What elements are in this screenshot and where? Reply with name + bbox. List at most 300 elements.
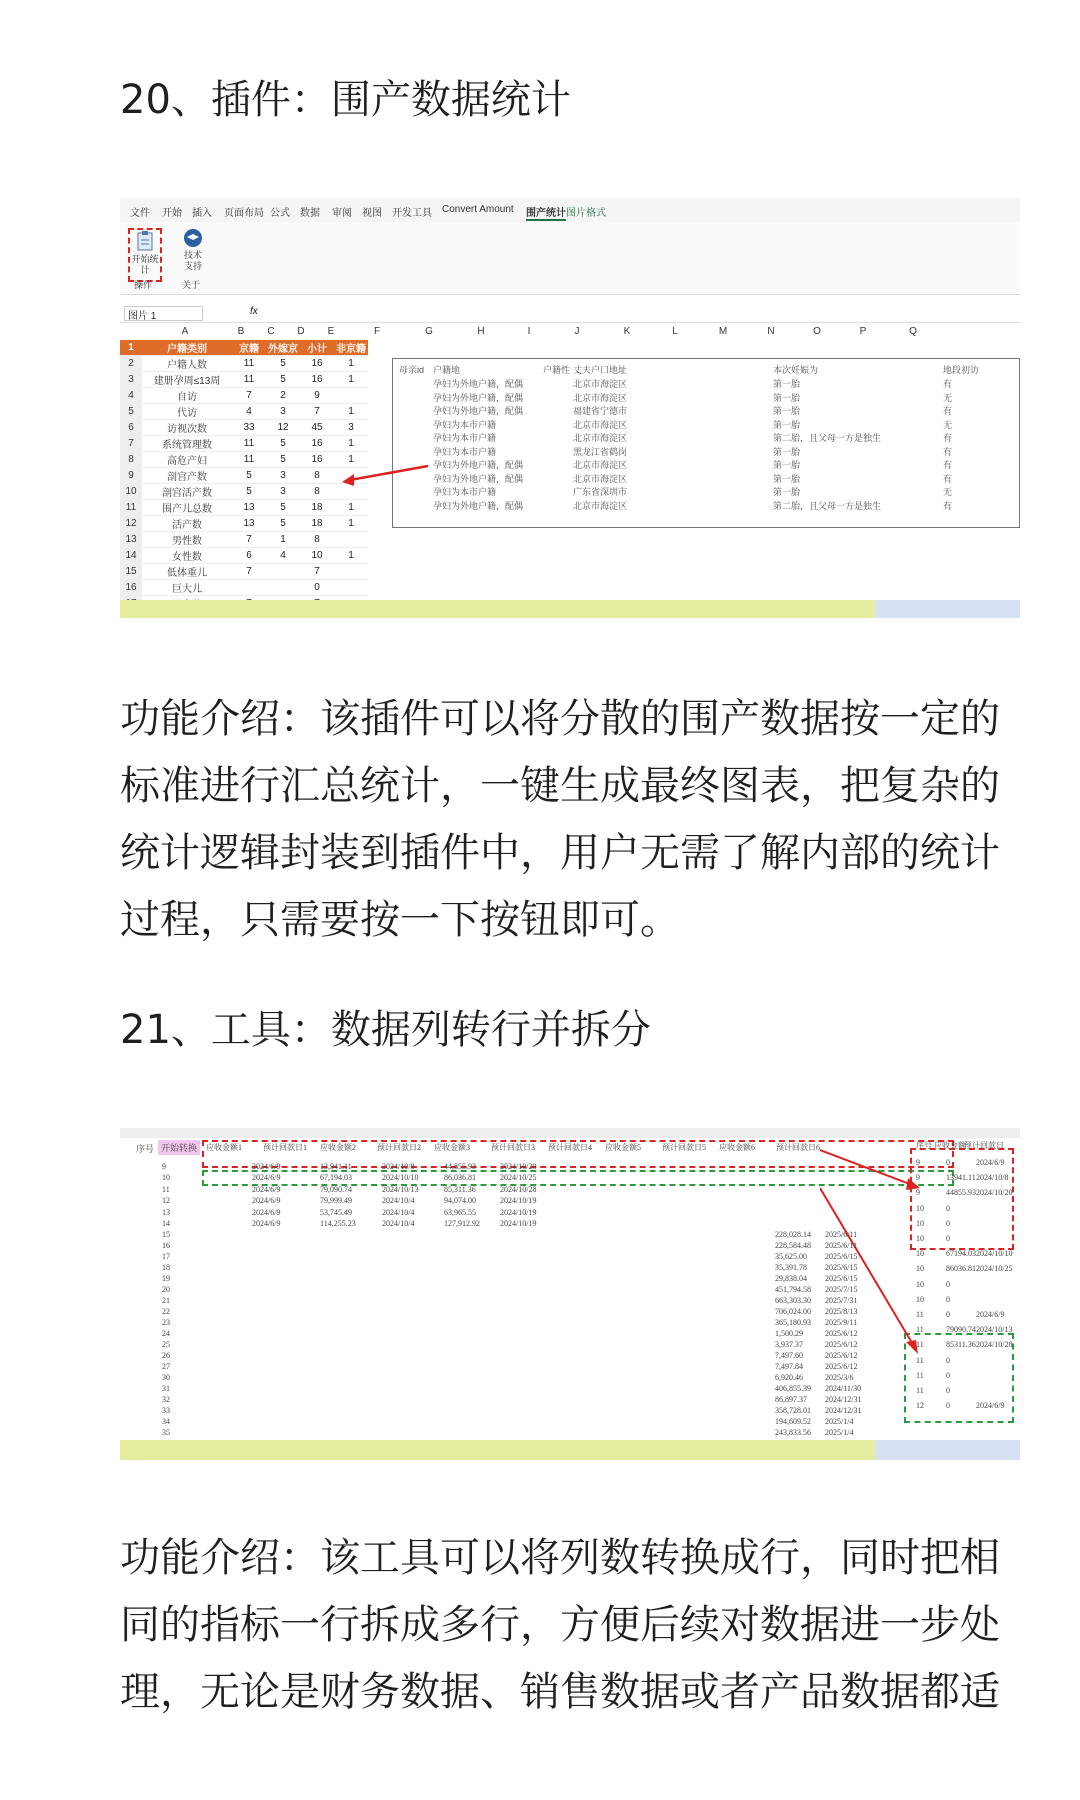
table-cell[interactable]: 79,999.49 [320,1196,352,1206]
table-cell[interactable]: 7 [232,388,266,404]
table-row [120,388,368,404]
result-cell[interactable]: 10 [916,1249,924,1259]
column-header[interactable]: K [623,326,631,337]
table-cell[interactable]: 巨大儿 [142,580,232,596]
seq-cell[interactable]: 17 [162,1252,170,1261]
column-header[interactable]: I [527,326,531,337]
seq-cell[interactable]: 21 [162,1296,170,1305]
table-cell[interactable]: 5 [266,372,300,388]
table-cell[interactable]: 13,941.11 [320,1162,352,1171]
result-cell[interactable]: 0 [946,1386,950,1395]
table-cell[interactable]: 6 [232,548,266,564]
date-cell[interactable]: 2024/12/31 [825,1406,862,1415]
table-row [120,1428,1020,1439]
amount-cell[interactable]: 35,625.00 [775,1252,807,1261]
column-header[interactable]: D [297,326,305,337]
result-cell[interactable]: 11 [916,1370,924,1380]
result-cell[interactable]: 11 [916,1325,924,1335]
amount-cell[interactable]: 663,303.30 [775,1296,811,1305]
result-cell[interactable]: 10 [916,1218,924,1228]
amount-cell[interactable]: 7,497.84 [775,1362,803,1371]
table-cell[interactable]: 2024/10/20 [500,1162,537,1171]
table-cell[interactable]: 18 [300,500,334,516]
table-cell[interactable]: 围产儿总数 [142,500,232,516]
ribbon-tab[interactable]: 开发工具 [392,208,432,219]
table-cell[interactable]: 12 [162,1196,170,1206]
result-cell[interactable]: 2024/10/13 [976,1325,1013,1335]
table-row [120,532,368,548]
table-cell[interactable]: 小计 [300,340,334,356]
seq-cell[interactable]: 20 [162,1285,170,1294]
amount-cell[interactable]: 406,855.39 [775,1384,811,1393]
table-cell[interactable]: 5 [232,484,266,500]
table-row [120,452,368,468]
result-cell[interactable]: 13941.11 [946,1173,976,1183]
row-number[interactable]: 2 [120,356,142,372]
amount-cell[interactable]: 365,180.93 [775,1318,811,1327]
table-cell[interactable]: 85,311.36 [444,1184,476,1194]
table-cell[interactable]: 11 [232,436,266,452]
column-title: 应收金额3 [434,1143,470,1152]
amount-cell[interactable]: 86,897.37 [775,1395,807,1404]
result-cell[interactable]: 10 [916,1294,924,1304]
seq-cell[interactable]: 26 [162,1351,170,1360]
date-cell[interactable]: 2024/12/31 [825,1395,862,1404]
seq-cell[interactable]: 16 [162,1241,170,1250]
amount-cell[interactable]: 3,937.37 [775,1340,803,1349]
table-cell[interactable]: 外嫁京 [266,340,300,356]
table-cell[interactable]: 9 [162,1162,166,1171]
result-cell[interactable]: 2024/6/9 [976,1310,1005,1319]
table-cell[interactable]: 63,965.55 [444,1207,476,1217]
embed-cell: 北京市海淀区 [573,419,628,430]
result-cell[interactable]: 2024/10/10 [976,1249,1013,1259]
table-cell[interactable]: 11 [232,452,266,468]
table-cell[interactable]: 13 [162,1207,170,1217]
date-cell[interactable]: 2025/9/11 [825,1318,858,1327]
ribbon-tab[interactable]: 图片格式 [566,208,606,219]
result-cell[interactable]: 0 [946,1218,950,1228]
column-header[interactable]: E [327,326,335,337]
result-cell[interactable]: 2024/10/20 [976,1188,1013,1198]
column-header[interactable]: N [767,326,775,337]
seq-cell[interactable]: 19 [162,1274,170,1283]
result-cell[interactable]: 10 [916,1234,924,1243]
row-number[interactable]: 11 [120,500,142,516]
ribbon-tab[interactable]: Convert Amount [442,204,514,215]
table-cell[interactable]: 自访 [142,388,232,404]
table-cell[interactable]: 10 [162,1173,170,1183]
amount-cell[interactable]: 243,833.56 [775,1428,811,1437]
table-cell[interactable]: 2024/10/19 [500,1207,537,1217]
table-cell[interactable]: 低体重儿 [142,564,232,580]
table-cell[interactable]: 1 [334,500,368,516]
table-cell[interactable]: 代访 [142,404,232,420]
table-cell[interactable]: 16 [300,372,334,388]
table-cell[interactable]: 3 [266,404,300,420]
result-cell[interactable]: 2024/10/28 [976,1340,1013,1350]
result-cell[interactable]: 10 [916,1279,924,1289]
table-row [120,548,368,564]
result-cell[interactable]: 11 [916,1310,924,1319]
column-header[interactable]: O [813,326,821,337]
amount-cell[interactable]: 29,838.04 [775,1274,807,1283]
result-cell[interactable]: 2024/6/9 [976,1401,1005,1411]
result-cell[interactable]: 86036.81 [946,1264,976,1274]
table-cell[interactable]: 1 [334,436,368,452]
table-cell[interactable]: 0 [300,580,334,596]
embed-row [393,404,1019,416]
table-cell[interactable]: 16 [300,452,334,468]
table-cell[interactable]: 2024/6/9 [252,1184,281,1194]
table-cell[interactable]: 5 [232,468,266,484]
row-number[interactable]: 7 [120,436,142,452]
table-cell[interactable]: 2024/10/13 [382,1184,419,1194]
table-cell[interactable]: 建册孕周≤13周 [142,372,232,388]
result-row [120,1219,1020,1230]
embed-cell: 有 [943,460,953,470]
row-number[interactable]: 15 [120,564,142,580]
embed-row [393,391,1019,403]
seq-cell[interactable]: 23 [162,1318,170,1327]
result-cell[interactable]: 79090.74 [946,1325,976,1335]
column-title: 应收金额2 [320,1143,356,1152]
start-convert-button[interactable]: 开始转换 [158,1140,200,1155]
table-cell[interactable]: 9 [300,388,334,404]
table-row [120,580,368,596]
table-cell[interactable]: 2024/10/28 [500,1184,537,1194]
amount-cell[interactable]: 194,609.52 [775,1417,811,1426]
result-cell[interactable]: 10 [916,1264,924,1274]
table-cell[interactable]: 3 [266,484,300,500]
row-number[interactable]: 16 [120,580,142,596]
amount-cell[interactable]: 228,028.14 [775,1230,811,1239]
date-cell[interactable]: 2025/6/11 [825,1230,858,1239]
table-cell[interactable]: 18 [300,516,334,532]
table-cell[interactable]: 2024/10/10 [382,1173,419,1183]
table-cell[interactable]: 13 [232,500,266,516]
table-cell[interactable]: 1 [266,532,300,548]
date-cell[interactable]: 2025/6/12 [825,1362,858,1371]
embed-header-cell: 丈夫户口地址 [573,365,628,375]
ribbon-tab[interactable]: 视图 [362,208,382,219]
ribbon-tab[interactable]: 开始 [162,208,182,219]
table-cell[interactable]: 8 [300,484,334,500]
table-cell[interactable]: 2024/6/9 [252,1162,281,1171]
table-cell[interactable]: 5 [266,356,300,372]
result-cell[interactable]: 9 [916,1158,920,1167]
embed-cell: 无 [943,487,953,497]
table-cell[interactable]: 男性数 [142,532,232,548]
column-header[interactable]: P [859,326,867,337]
table-cell[interactable]: 1 [334,404,368,420]
red-arrow-icon [340,458,430,488]
section-20-heading: 20、插件：围产数据统计 [120,77,571,123]
result-cell[interactable]: 0 [946,1294,950,1304]
seq-cell[interactable]: 22 [162,1307,170,1316]
table-cell[interactable]: 5 [266,516,300,532]
amount-cell[interactable]: 228,584.48 [775,1241,811,1250]
table-cell[interactable]: 16 [300,356,334,372]
embed-cell: 有 [943,406,953,416]
result-cell[interactable]: 2024/10/25 [976,1264,1013,1274]
table-cell[interactable]: 2024/6/9 [252,1173,281,1183]
date-cell[interactable]: 2025/7/15 [825,1285,858,1294]
result-cell[interactable]: 0 [946,1370,950,1380]
date-cell[interactable]: 2025/1/4 [825,1428,854,1437]
embed-cell: 有 [943,500,953,511]
row-number[interactable]: 1 [120,340,142,356]
table-cell[interactable]: 3 [266,468,300,484]
table-cell[interactable]: 5 [266,452,300,468]
result-cell[interactable]: 9 [916,1188,920,1198]
table-cell[interactable]: 1 [334,548,368,564]
result-cell[interactable]: 0 [946,1279,950,1289]
amount-cell[interactable]: 7,497.60 [775,1351,803,1360]
ribbon-tab[interactable]: 插入 [192,208,212,219]
table-cell[interactable] [334,580,368,596]
date-cell[interactable]: 2025/3/6 [825,1373,854,1382]
table-cell[interactable] [334,532,368,548]
date-cell[interactable]: 2025/8/13 [825,1307,858,1316]
table-cell[interactable]: 7 [232,564,266,580]
table-cell[interactable]: 活产数 [142,516,232,532]
amount-cell[interactable]: 1,500.29 [775,1329,803,1338]
seq-cell[interactable]: 15 [162,1230,170,1239]
result-cell[interactable]: 0 [946,1355,950,1365]
table-cell[interactable]: 8 [300,532,334,548]
table-cell[interactable]: 3 [334,420,368,436]
result-cell[interactable]: 0 [946,1310,950,1319]
section-20-intro: 功能介绍：该插件可以将分散的围产数据按一定的标准进行汇总统计，一键生成最终图表，把复杂的统计逻辑封装到插件中，用户无需了解内部的统计过程，只需要按一下按钮即可。 [120,696,1000,943]
result-cell[interactable]: 44855.93 [946,1188,976,1198]
table-cell[interactable]: 京籍 [232,340,266,356]
result-cell[interactable]: 11 [916,1386,924,1395]
column-header[interactable]: C [267,326,275,337]
result-cell[interactable]: 11 [916,1340,924,1350]
table-cell[interactable]: 86,036.81 [444,1173,476,1183]
tech-support-button[interactable] [178,228,208,272]
result-cell[interactable]: 2024/6/9 [976,1158,1005,1167]
table-cell[interactable]: 2024/10/8 [382,1162,415,1171]
date-cell[interactable]: 2025/6/12 [825,1329,858,1338]
table-cell[interactable]: 7 [300,404,334,420]
seq-cell[interactable]: 27 [162,1362,170,1371]
row-number[interactable]: 12 [120,516,142,532]
table-cell[interactable] [232,580,266,596]
table-cell[interactable]: 79,090.74 [320,1184,352,1194]
ribbon-tab[interactable]: 审阅 [332,208,352,219]
result-cell[interactable]: 0 [946,1234,950,1243]
result-cell[interactable]: 12 [916,1401,924,1411]
result-cell[interactable]: 0 [946,1401,950,1411]
table-cell[interactable]: 2024/10/25 [500,1173,537,1183]
table-cell[interactable]: 访视次数 [142,420,232,436]
table-cell[interactable]: 2024/6/9 [252,1207,281,1217]
table-cell[interactable]: 5 [266,500,300,516]
table-row [120,436,368,452]
tech-support-label: 技术支持 [183,250,202,271]
row-number[interactable]: 10 [120,484,142,500]
date-cell[interactable]: 2025/6/12 [825,1351,858,1360]
table-cell[interactable]: 7 [300,564,334,580]
table-cell[interactable]: 高危产妇 [142,452,232,468]
column-header[interactable]: Q [909,326,917,337]
embed-cell: 第一胎 [773,473,801,484]
table-cell[interactable]: 11 [232,356,266,372]
column-header[interactable]: M [718,326,728,337]
table-cell[interactable] [334,564,368,580]
table-cell[interactable]: 2024/10/4 [382,1219,415,1228]
table-cell[interactable]: 16 [300,436,334,452]
table-cell[interactable]: 53,745.49 [320,1207,352,1217]
column-header[interactable]: B [237,326,245,337]
table-cell[interactable]: 4 [232,404,266,420]
ribbon-tab[interactable]: 页面布局 [224,208,264,219]
seq-cell[interactable]: 32 [162,1395,170,1404]
group-about-label: 关于 [182,280,201,290]
embed-cell: 北京市海淀区 [573,433,628,443]
table-cell[interactable]: 5 [266,436,300,452]
amount-cell[interactable]: 706,024.00 [775,1307,811,1316]
table-cell[interactable]: 2024/10/19 [500,1196,537,1206]
result-row [120,1325,1020,1336]
column-header[interactable]: H [477,326,485,337]
result-cell[interactable]: 10 [916,1203,924,1213]
embed-cell: 有 [943,446,953,457]
embedded-picture[interactable] [392,358,1020,528]
table-cell[interactable]: 1 [334,452,368,468]
table-cell[interactable]: 女性数 [142,548,232,564]
start-stat-button[interactable] [128,228,162,282]
column-header[interactable]: G [425,326,433,337]
column-header[interactable]: F [373,326,381,337]
embed-cell: 孕妇为本市户籍 [433,487,497,497]
result-cell[interactable]: 67194.03 [946,1249,976,1259]
result-cell[interactable]: 9 [916,1173,920,1183]
table-cell[interactable]: 12 [266,420,300,436]
result-row [120,1173,1020,1184]
column-header[interactable]: J [574,326,580,337]
amount-cell[interactable]: 35,391.78 [775,1263,807,1272]
table-cell[interactable] [266,564,300,580]
date-cell[interactable]: 2025/6/15 [825,1252,858,1261]
table-cell[interactable]: 45 [300,420,334,436]
result-cell[interactable]: 85311.36 [946,1340,976,1350]
date-cell[interactable]: 2025/6/11 [825,1241,858,1250]
table-cell[interactable]: 67,194.03 [320,1173,352,1183]
table-cell[interactable]: 系统管理数 [142,436,232,452]
date-cell[interactable]: 2024/11/30 [825,1384,862,1393]
table-cell[interactable]: 1 [334,516,368,532]
table-cell[interactable]: 剖宫产数 [142,468,232,484]
seq-cell[interactable]: 34 [162,1417,170,1426]
result-cell[interactable]: 2024/10/8 [976,1173,1009,1183]
row-number[interactable]: 13 [120,532,142,548]
seq-cell[interactable]: 31 [162,1384,170,1393]
row-number[interactable]: 3 [120,372,142,388]
seq-cell[interactable]: 35 [162,1428,170,1437]
table-cell[interactable]: 2024/6/9 [252,1219,281,1228]
result-cell[interactable]: 0 [946,1203,950,1213]
seq-cell[interactable]: 30 [162,1373,170,1382]
result-row [120,1158,1020,1169]
row-number[interactable]: 14 [120,548,142,564]
result-cell[interactable]: 11 [916,1355,924,1365]
table-cell[interactable]: 8 [300,468,334,484]
column-header[interactable]: A [181,326,189,337]
column-header[interactable]: L [672,326,678,337]
table-cell[interactable]: 户籍人数 [142,356,232,372]
seq-cell[interactable]: 24 [162,1329,170,1338]
table-cell[interactable]: 33 [232,420,266,436]
sheet-tab-strip-2 [120,1440,875,1460]
table-cell[interactable]: 2024/10/4 [382,1207,415,1217]
table-cell[interactable]: 非京籍 [334,340,368,356]
table-cell[interactable]: 2024/10/4 [382,1196,415,1206]
table-cell[interactable]: 10 [300,548,334,564]
table-cell[interactable]: 127,912.92 [444,1219,480,1228]
table-cell[interactable]: 1 [334,372,368,388]
amount-cell[interactable]: 451,794.58 [775,1285,811,1294]
date-cell[interactable]: 2025/7/31 [825,1296,858,1305]
table-cell[interactable]: 11 [232,372,266,388]
table-cell[interactable]: 44,855.93 [444,1162,476,1171]
seq-cell[interactable]: 18 [162,1263,170,1272]
date-cell[interactable]: 2025/6/12 [825,1340,858,1349]
embed-cell: 孕妇为外地户籍，配偶 [433,379,524,389]
row-number[interactable]: 4 [120,388,142,404]
row-number[interactable]: 5 [120,404,142,420]
seq-cell[interactable]: 33 [162,1406,170,1415]
table-cell[interactable] [266,580,300,596]
ribbon-tab[interactable]: 文件 [130,208,150,219]
name-box[interactable]: 图片 1 [124,306,203,321]
row-number[interactable]: 6 [120,420,142,436]
table-cell[interactable]: 1 [334,356,368,372]
embed-cell: 北京市海淀区 [573,473,628,484]
amount-cell[interactable]: 6,920.46 [775,1373,803,1382]
table-cell[interactable]: 114,255.23 [320,1219,356,1228]
ribbon-tab[interactable]: 数据 [300,208,320,219]
result-row [120,1401,1020,1412]
table-cell[interactable]: 户籍类别 [142,340,232,356]
ribbon-tab[interactable]: 围产统计 [526,204,566,221]
table-cell[interactable]: 14 [162,1219,170,1228]
table-cell[interactable] [334,388,368,404]
row-number[interactable]: 9 [120,468,142,484]
date-cell[interactable]: 2025/6/15 [825,1263,858,1272]
table-cell[interactable]: 2024/10/19 [500,1219,537,1228]
table-cell[interactable]: 剖宫活产数 [142,484,232,500]
date-cell[interactable]: 2025/1/4 [825,1417,854,1426]
table-cell[interactable]: 7 [232,532,266,548]
table-cell[interactable]: 2024/6/9 [252,1196,281,1206]
row-number[interactable]: 8 [120,452,142,468]
ribbon-tab[interactable]: 公式 [270,208,290,219]
embed-cell: 广东省深圳市 [573,487,628,497]
table-cell[interactable]: 2 [266,388,300,404]
result-cell[interactable]: 0 [946,1158,950,1167]
date-cell[interactable]: 2025/6/15 [825,1274,858,1283]
table-row [120,340,368,356]
table-cell[interactable]: 94,074.00 [444,1196,476,1206]
table-cell[interactable]: 11 [162,1184,170,1194]
seq-cell[interactable]: 25 [162,1340,170,1349]
table-cell[interactable]: 4 [266,548,300,564]
table-cell[interactable]: 13 [232,516,266,532]
amount-cell[interactable]: 358,728.01 [775,1406,811,1415]
